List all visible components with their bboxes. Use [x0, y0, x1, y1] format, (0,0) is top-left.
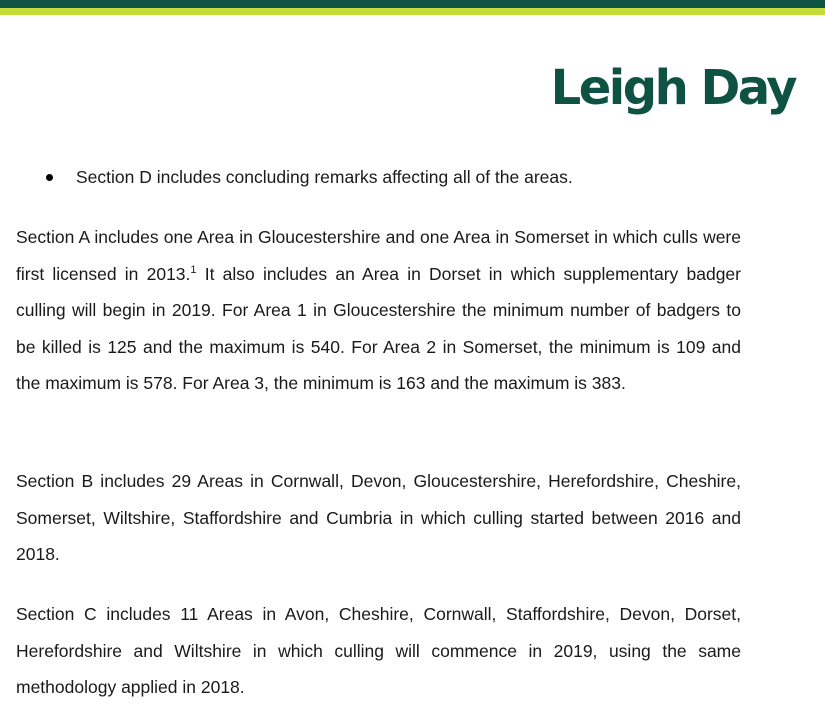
paragraph-section-b: Section B includes 29 Areas in Cornwall, Devon, Gloucestershire, Herefordshire, Cheshire, Somerset, Wiltshire, Staffordshire and Cumbria in which culling started between 2016 and 2018.	[16, 471, 741, 565]
paragraph-section-a-text-1: Section A includes one Area in Gloucestershire and one Area in Somerset in which culls were first licensed in 2013.	[16, 227, 741, 284]
bullet-icon	[46, 174, 53, 181]
footnote-marker[interactable]: 1	[190, 263, 197, 276]
header-bar-dark	[0, 0, 825, 8]
paragraph-section-a-text-2: It also includes an Area in Dorset in which supplementary badger culling will begin in 2019. For Area 1 in Gloucestershire the minimum number of badgers to be killed is 125 and the maximum is 540. For Area 2 in Somerset, the minimum is 109 and the maximum is 578. For Area 3, the minimum is 163 and the maximum is 383.	[16, 263, 741, 394]
paragraph-section-a	[16, 219, 741, 402]
leigh-day-logo: Leigh Day	[550, 60, 795, 116]
bullet-text: Section D includes concluding remarks affecting all of the areas.	[76, 167, 573, 187]
header-bar-light	[0, 8, 825, 15]
paragraph-section-c: Section C includes 11 Areas in Avon, Cheshire, Cornwall, Staffordshire, Devon, Dorset, Herefordshire and Wiltshire in which culling will commence in 2019, using the same methodology applied in 2018.	[16, 604, 741, 698]
